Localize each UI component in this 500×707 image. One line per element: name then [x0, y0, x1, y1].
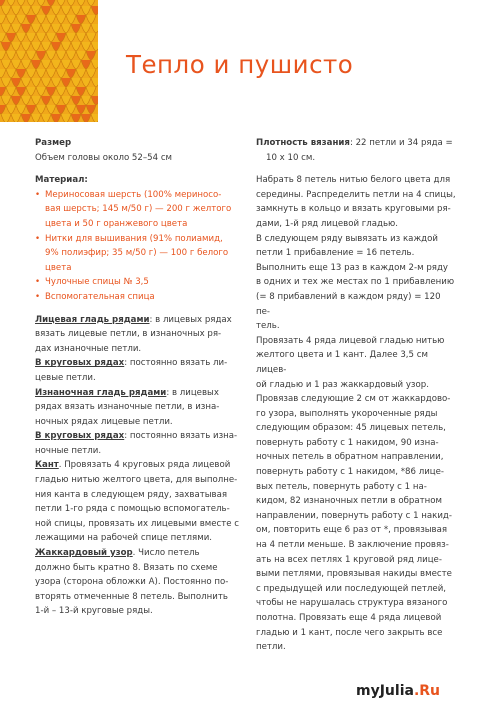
right-column — [256, 136, 456, 655]
material-heading: Материал: — [35, 175, 88, 186]
left-column — [35, 136, 246, 619]
text-line: дами, 1-й ряд лицевой гладью. — [256, 218, 399, 229]
page-title: Тепло и пушисто — [126, 50, 354, 79]
paragraph-cast-on — [256, 173, 456, 231]
block-stockinette-rows: Лицевая гладь рядами: в лицевых рядах вязать лицевые петли, в изнаночных ря- дах изнаночные петли. — [35, 314, 232, 354]
text-line: середины. Распределить петли на 4 спицы, — [256, 189, 456, 200]
text-line: го узора, выполнять укороченные ряды — [256, 408, 438, 419]
text-line: вых петель, повернуть работу с 1 на- — [256, 481, 427, 492]
text-line: Провязать 4 ряда лицевой гладью нитью — [256, 335, 445, 346]
text-line: Выполнить еще 13 раз в каждом 2-м ряду — [256, 262, 448, 273]
size-heading: Размер — [35, 138, 72, 148]
text-line: в одних и тех же местах по 1 прибавлению — [256, 277, 455, 288]
knit-texture-image — [0, 0, 98, 122]
material-item: • Вспомогательная спица — [35, 290, 246, 305]
text-line: чтобы не нарушалась структура вязаного — [256, 598, 448, 609]
text-line: ночных петель в обратном направлении, — [256, 452, 444, 463]
block-jacquard: Жаккардовый узор. Число петель должно быть кратно 8. Вязать по схеме узора (сторона обложки А). Постоянно по- вторять отмеченные 8 петель. Выполнить 1-й – 13-й круговые ряды. — [35, 548, 229, 617]
block-round-rows-2: В круговых рядах: постоянно вязать изна- ночные петли. — [35, 431, 238, 456]
text-line: следующим образом: 45 лицевых петель, — [256, 423, 446, 434]
text-line: Провязав следующие 2 см от жаккардово- — [256, 394, 451, 405]
text-line: повернуть работу с 1 накидом, 90 изна- — [256, 437, 439, 448]
text-line: гладью и 1 кант, после чего закрыть все — [256, 627, 443, 638]
text-line: петли. — [256, 642, 286, 653]
text-line: кидом, 82 изнаночных петли в обратном — [256, 496, 442, 507]
block-reverse-stockinette: Изнаночная гладь рядами: в лицевых рядах вязать изнаночные петли, в изна- ночных рядах лицевые петли. — [35, 387, 220, 427]
material-list — [35, 188, 246, 305]
text-line: ой гладью и 1 раз жаккардовый узор. — [256, 379, 429, 390]
text-line: замкнуть в кольцо и вязать круговыми ря- — [256, 204, 451, 215]
paragraph-increases — [256, 232, 456, 334]
text-line: с предыдущей или последующей петлей, — [256, 583, 447, 594]
text-line: направлении, повернуть работу с 1 накид- — [256, 510, 452, 521]
text-line: (= 8 прибавлений в каждом ряду) = 120 пе- — [256, 291, 441, 317]
material-item: • Чулочные спицы № 3,5 — [35, 275, 246, 290]
text-line: повернуть работу с 1 накидом, *86 лице- — [256, 467, 445, 478]
text-line: тель. — [256, 321, 280, 332]
block-edging: Кант. Провязать 4 круговых ряда лицевой гладью нитью желтого цвета, для выполне- ния канта в следующем ряду, захватывая петли 1-го ряда с помощью вспомогатель- ной спицы, провязать их лицевыми вместе с лежащими на рабочей спице петлями. — [35, 460, 240, 544]
text-line: В следующем ряду вывязать из каждой — [256, 233, 438, 244]
text-line: желтого цвета и 1 кант. Далее 3,5 см лицев- — [256, 350, 428, 375]
material-item: • Мериносовая шерсть (100% мериносо- вая шерсть; 145 м/50 г) — 200 г желтого цвета и 50 г оранжевого цвета — [35, 188, 246, 232]
paragraph-short-rows — [256, 334, 456, 655]
block-round-rows-1: В круговых рядах: постоянно вязать ли- цевые петли. — [35, 358, 228, 383]
text-line: полотна. Провязать еще 4 ряда лицевой — [256, 613, 442, 623]
density-block: Плотность вязания: 22 петли и 34 ряда = 10 х 10 см. — [256, 138, 453, 163]
text-line: ать на всех петлях 1 круговой ряд лице- — [256, 554, 442, 565]
text-line: ом, повторить еще 6 раз от *, провязывая — [256, 525, 448, 536]
text-line: выми петлями, провязывая накиды вместе — [256, 569, 452, 580]
text-line: Набрать 8 петель нитью белого цвета для — [256, 175, 451, 186]
text-line: петли 1 прибавление = 16 петель. — [256, 248, 415, 259]
size-text: Объем головы около 52–54 см — [35, 152, 173, 163]
material-item: • Нитки для вышивания (91% полиамид, 9% полиэфир; 35 м/50 г) — 100 г белого цвета — [35, 232, 246, 276]
site-watermark: myJulia.Ru — [356, 683, 441, 699]
text-line: на 4 петли меньше. В заключение провяз- — [256, 540, 449, 551]
